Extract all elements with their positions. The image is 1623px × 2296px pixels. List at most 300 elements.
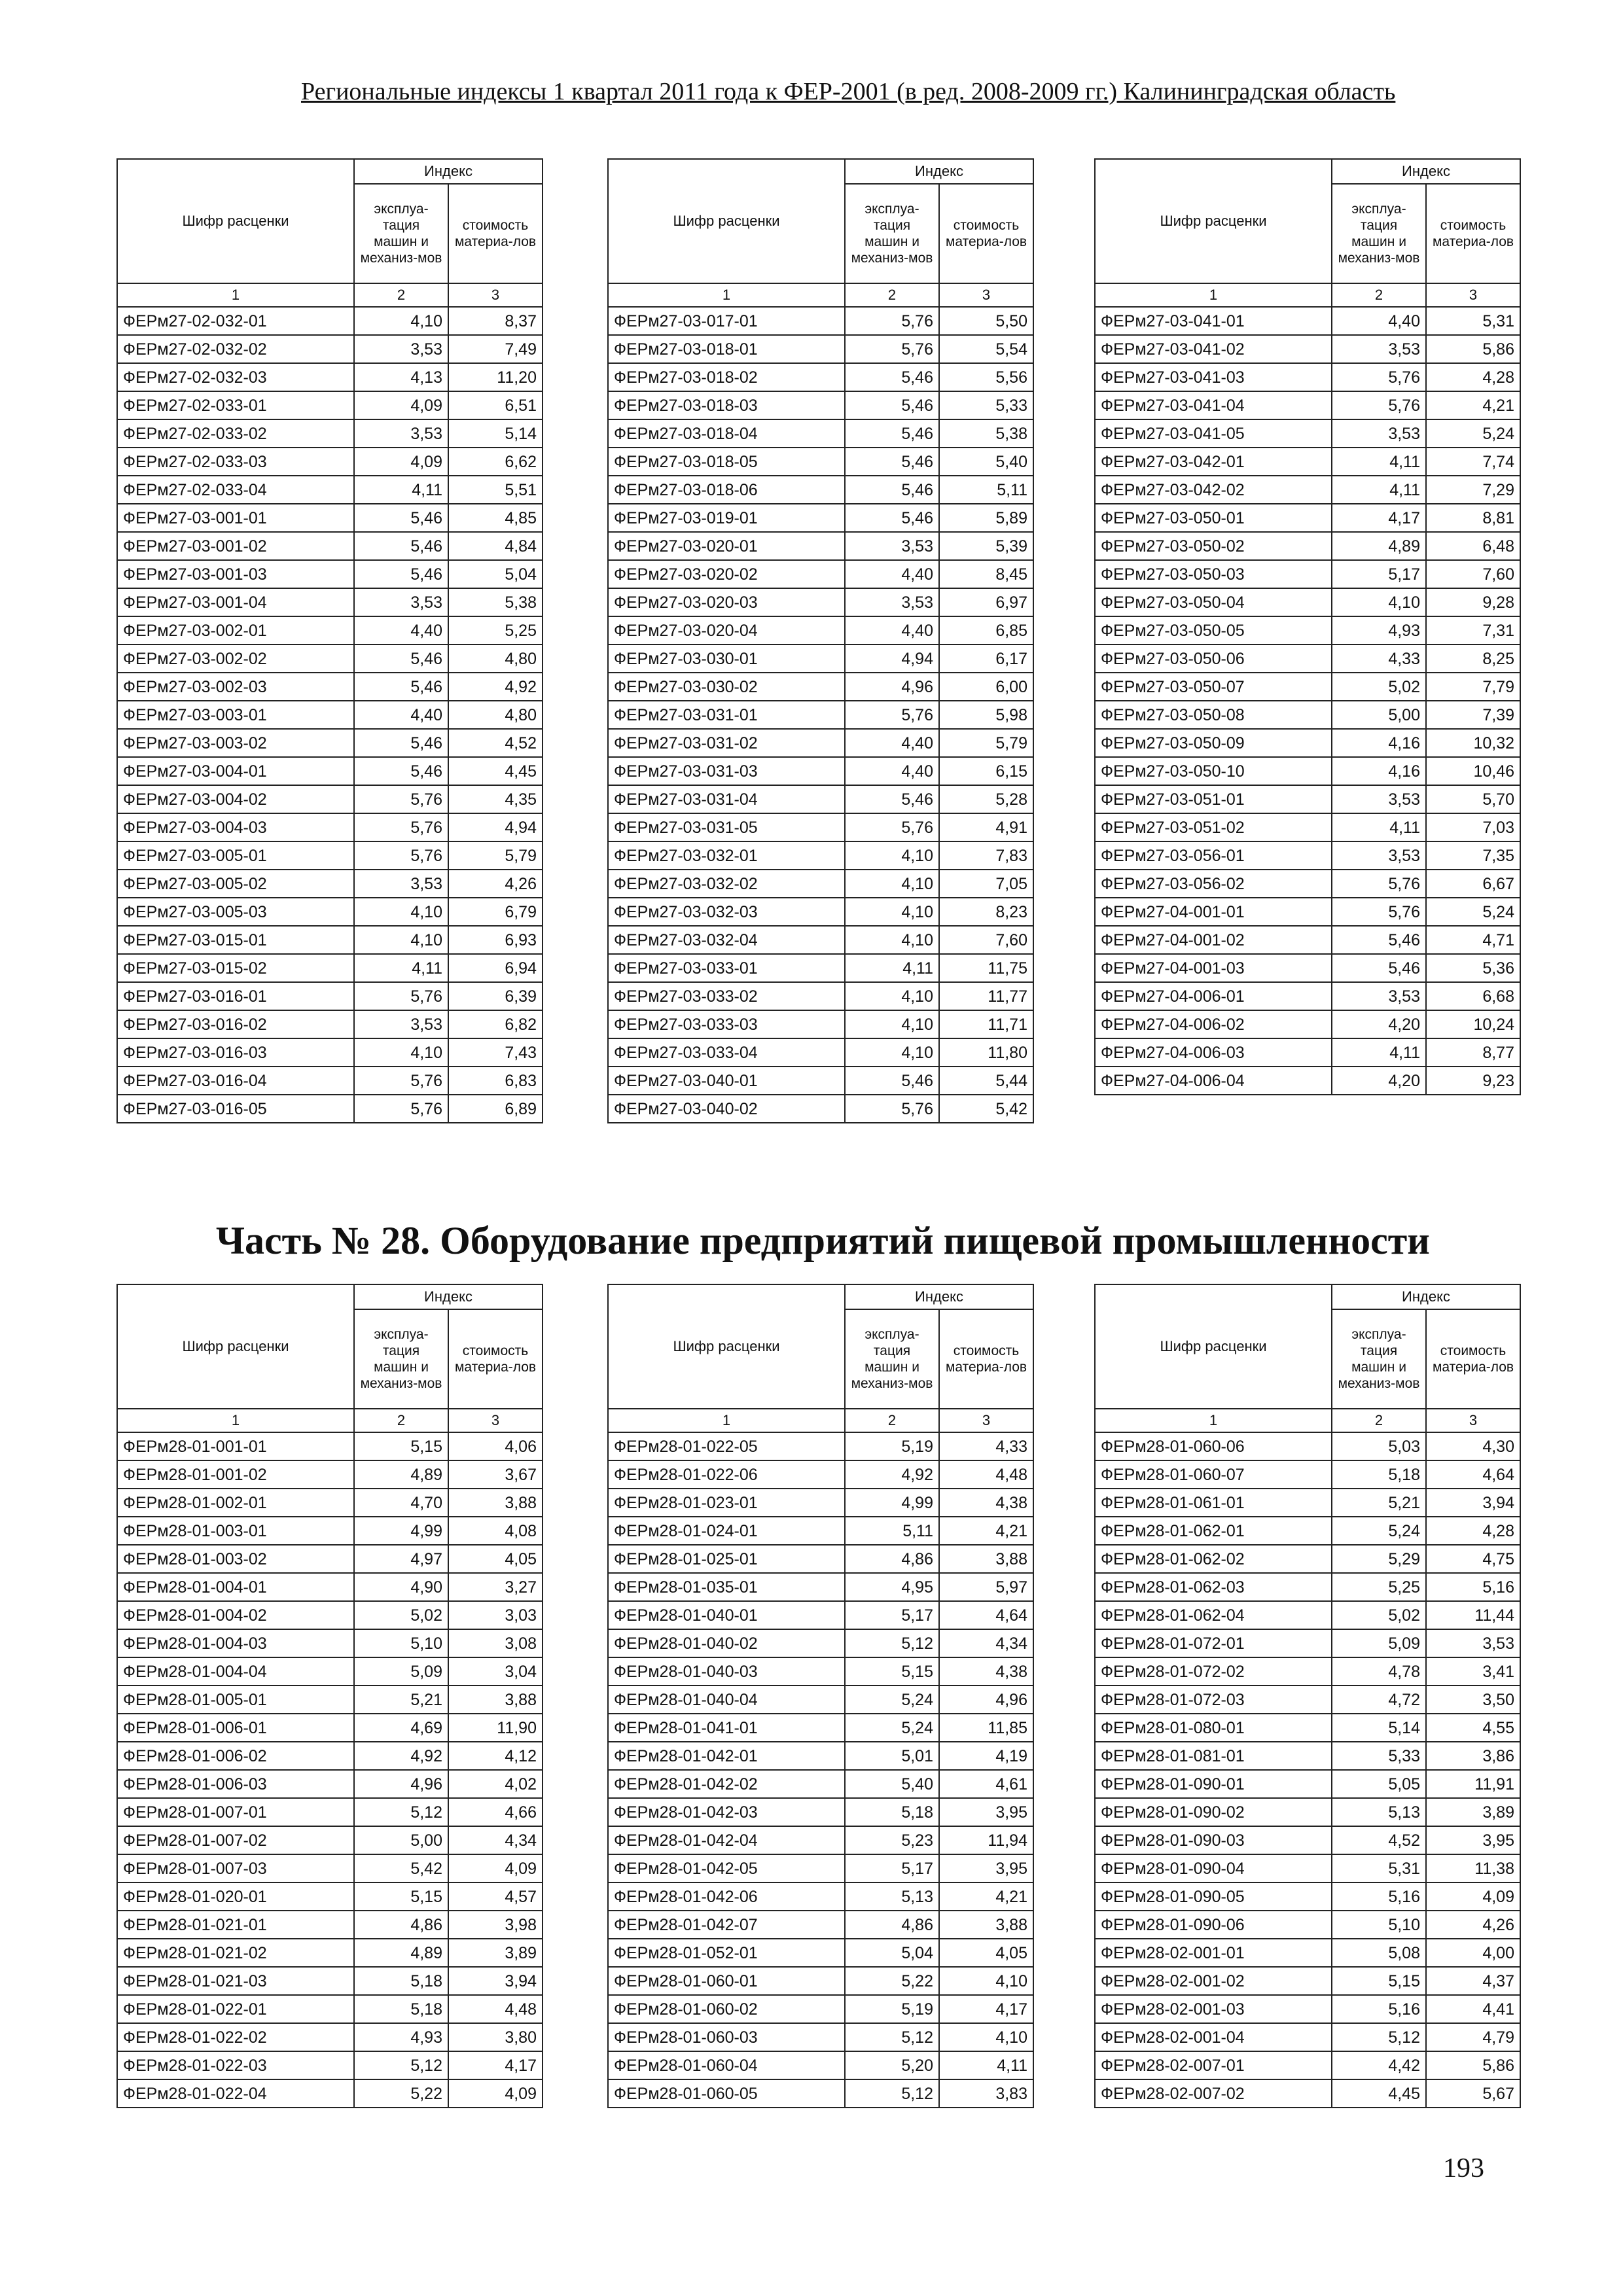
materials-column-header: стоимость материа-лов bbox=[448, 1309, 543, 1409]
table-row bbox=[608, 1460, 1033, 1489]
rate-code-cell: ФЕРм28-02-001-02 bbox=[1095, 1967, 1332, 1995]
table-row bbox=[1095, 757, 1520, 785]
table-row bbox=[608, 1714, 1033, 1742]
materials-index-cell: 10,32 bbox=[1426, 729, 1520, 757]
rate-code-cell: ФЕРм27-03-004-01 bbox=[117, 757, 354, 785]
table-row bbox=[608, 1067, 1033, 1095]
rate-code-cell: ФЕРм27-03-056-01 bbox=[1095, 841, 1332, 870]
rate-code-cell: ФЕРм28-01-007-02 bbox=[117, 1826, 354, 1854]
materials-index-cell: 10,46 bbox=[1426, 757, 1520, 785]
table-row bbox=[117, 588, 543, 616]
rate-code-cell: ФЕРм27-02-032-01 bbox=[117, 307, 354, 335]
materials-index-cell: 11,90 bbox=[448, 1714, 543, 1742]
table-row bbox=[117, 870, 543, 898]
materials-index-cell: 4,02 bbox=[448, 1770, 543, 1798]
materials-index-cell: 6,62 bbox=[448, 448, 543, 476]
materials-index-cell: 11,94 bbox=[939, 1826, 1033, 1854]
machines-index-cell: 4,09 bbox=[354, 391, 448, 419]
rate-code-cell: ФЕРм28-01-035-01 bbox=[608, 1573, 845, 1601]
materials-index-cell: 6,83 bbox=[448, 1067, 543, 1095]
materials-index-cell: 7,05 bbox=[939, 870, 1033, 898]
machines-column-header: эксплуа-тация машин и механиз-мов bbox=[845, 184, 939, 283]
page-header: Региональные индексы 1 квартал 2011 года к ФЕР-2001 (в ред. 2008-2009 гг.) Калининградская область bbox=[301, 78, 1396, 105]
table-row bbox=[608, 898, 1033, 926]
index-group-header: Индекс bbox=[354, 1284, 543, 1309]
machines-index-cell: 4,13 bbox=[354, 363, 448, 391]
machines-index-cell: 5,19 bbox=[845, 1995, 939, 2023]
machines-index-cell: 5,08 bbox=[1332, 1939, 1426, 1967]
header-row bbox=[117, 1284, 543, 1309]
rate-code-cell: ФЕРм27-03-018-04 bbox=[608, 419, 845, 448]
rate-code-cell: ФЕРм27-04-001-02 bbox=[1095, 926, 1332, 954]
table-row bbox=[117, 1517, 543, 1545]
table-row bbox=[608, 1854, 1033, 1882]
rate-code-cell: ФЕРм28-02-001-01 bbox=[1095, 1939, 1332, 1967]
materials-index-cell: 8,45 bbox=[939, 560, 1033, 588]
machines-index-cell: 5,46 bbox=[845, 391, 939, 419]
materials-index-cell: 3,67 bbox=[448, 1460, 543, 1489]
rate-code-cell: ФЕРм28-01-040-02 bbox=[608, 1629, 845, 1657]
table-row bbox=[608, 729, 1033, 757]
materials-index-cell: 4,37 bbox=[1426, 1967, 1520, 1995]
rate-code-cell: ФЕРм28-01-052-01 bbox=[608, 1939, 845, 1967]
rate-code-cell: ФЕРм27-04-001-01 bbox=[1095, 898, 1332, 926]
machines-index-cell: 5,16 bbox=[1332, 1882, 1426, 1911]
table-row bbox=[608, 757, 1033, 785]
table-row bbox=[117, 1601, 543, 1629]
table-row bbox=[608, 1798, 1033, 1826]
column-number: 2 bbox=[845, 1409, 939, 1432]
materials-index-cell: 3,88 bbox=[448, 1686, 543, 1714]
index-group-header: Индекс bbox=[845, 159, 1033, 184]
table-row bbox=[608, 870, 1033, 898]
materials-index-cell: 4,41 bbox=[1426, 1995, 1520, 2023]
rate-code-cell: ФЕРм27-04-006-02 bbox=[1095, 1010, 1332, 1038]
machines-index-cell: 5,46 bbox=[845, 419, 939, 448]
machines-index-cell: 4,10 bbox=[1332, 588, 1426, 616]
rate-code-cell: ФЕРм28-01-061-01 bbox=[1095, 1489, 1332, 1517]
rate-code-cell: ФЕРм27-03-018-03 bbox=[608, 391, 845, 419]
materials-index-cell: 7,60 bbox=[939, 926, 1033, 954]
materials-index-cell: 4,30 bbox=[1426, 1432, 1520, 1460]
machines-column-header: эксплуа-тация машин и механиз-мов bbox=[845, 1309, 939, 1409]
table-row bbox=[117, 1010, 543, 1038]
rate-code-cell: ФЕРм27-04-001-03 bbox=[1095, 954, 1332, 982]
materials-index-cell: 4,21 bbox=[939, 1517, 1033, 1545]
machines-index-cell: 5,03 bbox=[1332, 1432, 1426, 1460]
rate-code-cell: ФЕРм28-01-040-03 bbox=[608, 1657, 845, 1686]
machines-index-cell: 4,86 bbox=[354, 1911, 448, 1939]
rate-code-cell: ФЕРм27-03-050-07 bbox=[1095, 673, 1332, 701]
materials-index-cell: 3,95 bbox=[939, 1798, 1033, 1826]
materials-index-cell: 6,48 bbox=[1426, 532, 1520, 560]
rate-code-cell: ФЕРм28-01-042-07 bbox=[608, 1911, 845, 1939]
materials-index-cell: 3,50 bbox=[1426, 1686, 1520, 1714]
table-row bbox=[1095, 645, 1520, 673]
table-row bbox=[608, 926, 1033, 954]
materials-index-cell: 9,23 bbox=[1426, 1067, 1520, 1095]
materials-index-cell: 7,74 bbox=[1426, 448, 1520, 476]
machines-index-cell: 5,46 bbox=[354, 673, 448, 701]
rate-code-cell: ФЕРм27-03-041-03 bbox=[1095, 363, 1332, 391]
machines-index-cell: 4,93 bbox=[354, 2023, 448, 2051]
machines-index-cell: 5,10 bbox=[1332, 1911, 1426, 1939]
machines-index-cell: 4,33 bbox=[1332, 645, 1426, 673]
materials-index-cell: 5,86 bbox=[1426, 335, 1520, 363]
table-row bbox=[117, 419, 543, 448]
machines-index-cell: 4,16 bbox=[1332, 757, 1426, 785]
materials-index-cell: 5,24 bbox=[1426, 898, 1520, 926]
materials-index-cell: 3,83 bbox=[939, 2079, 1033, 2108]
rate-code-cell: ФЕРм28-01-041-01 bbox=[608, 1714, 845, 1742]
machines-index-cell: 4,40 bbox=[845, 729, 939, 757]
materials-index-cell: 5,79 bbox=[939, 729, 1033, 757]
rate-code-cell: ФЕРм27-03-042-01 bbox=[1095, 448, 1332, 476]
table-row bbox=[608, 448, 1033, 476]
column-number: 1 bbox=[117, 1409, 354, 1432]
table-row bbox=[117, 1882, 543, 1911]
materials-index-cell: 4,05 bbox=[448, 1545, 543, 1573]
table-row bbox=[608, 363, 1033, 391]
machines-index-cell: 5,13 bbox=[1332, 1798, 1426, 1826]
table-row bbox=[608, 785, 1033, 813]
rate-code-cell: ФЕРм27-03-016-05 bbox=[117, 1095, 354, 1123]
table-row bbox=[117, 1995, 543, 2023]
rate-code-cell: ФЕРм27-03-030-02 bbox=[608, 673, 845, 701]
rate-code-cell: ФЕРм28-01-060-02 bbox=[608, 1995, 845, 2023]
materials-index-cell: 4,34 bbox=[939, 1629, 1033, 1657]
table-row bbox=[117, 982, 543, 1010]
machines-index-cell: 5,12 bbox=[845, 1629, 939, 1657]
materials-index-cell: 4,10 bbox=[939, 2023, 1033, 2051]
rate-code-cell: ФЕРм28-02-007-02 bbox=[1095, 2079, 1332, 2108]
materials-index-cell: 3,88 bbox=[939, 1545, 1033, 1573]
column-number: 3 bbox=[1426, 283, 1520, 307]
materials-index-cell: 4,52 bbox=[448, 729, 543, 757]
table-row bbox=[608, 1939, 1033, 1967]
materials-index-cell: 3,94 bbox=[448, 1967, 543, 1995]
machines-index-cell: 5,18 bbox=[354, 1995, 448, 2023]
table-row bbox=[117, 1911, 543, 1939]
rate-code-cell: ФЕРм28-01-081-01 bbox=[1095, 1742, 1332, 1770]
rate-code-cell: ФЕРм28-01-003-02 bbox=[117, 1545, 354, 1573]
rate-code-cell: ФЕРм27-03-050-10 bbox=[1095, 757, 1332, 785]
materials-index-cell: 5,25 bbox=[448, 616, 543, 645]
code-column-header: Шифр расценки bbox=[1095, 1284, 1332, 1409]
machines-index-cell: 4,10 bbox=[354, 898, 448, 926]
code-column-header: Шифр расценки bbox=[117, 159, 354, 283]
table-row bbox=[1095, 1854, 1520, 1882]
materials-index-cell: 11,20 bbox=[448, 363, 543, 391]
materials-index-cell: 4,55 bbox=[1426, 1714, 1520, 1742]
table-row bbox=[608, 701, 1033, 729]
materials-index-cell: 4,05 bbox=[939, 1939, 1033, 1967]
materials-index-cell: 7,60 bbox=[1426, 560, 1520, 588]
rate-code-cell: ФЕРм27-03-020-01 bbox=[608, 532, 845, 560]
rate-code-cell: ФЕРм28-01-060-05 bbox=[608, 2079, 845, 2108]
machines-index-cell: 5,12 bbox=[1332, 2023, 1426, 2051]
machines-column-header: эксплуа-тация машин и механиз-мов bbox=[354, 1309, 448, 1409]
machines-index-cell: 3,53 bbox=[1332, 335, 1426, 363]
materials-index-cell: 11,77 bbox=[939, 982, 1033, 1010]
materials-index-cell: 4,21 bbox=[939, 1882, 1033, 1911]
rate-code-cell: ФЕРм27-03-033-02 bbox=[608, 982, 845, 1010]
table-row bbox=[117, 335, 543, 363]
rate-code-cell: ФЕРм27-03-004-03 bbox=[117, 813, 354, 841]
machines-index-cell: 5,46 bbox=[845, 476, 939, 504]
rate-code-cell: ФЕРм28-01-024-01 bbox=[608, 1517, 845, 1545]
table-row bbox=[608, 813, 1033, 841]
materials-index-cell: 4,64 bbox=[1426, 1460, 1520, 1489]
rate-code-cell: ФЕРм27-03-056-02 bbox=[1095, 870, 1332, 898]
table-row bbox=[608, 1432, 1033, 1460]
table-row bbox=[608, 504, 1033, 532]
table-row bbox=[117, 1573, 543, 1601]
table-row bbox=[1095, 1798, 1520, 1826]
machines-index-cell: 4,86 bbox=[845, 1911, 939, 1939]
column-number-row bbox=[1095, 283, 1520, 307]
materials-index-cell: 10,24 bbox=[1426, 1010, 1520, 1038]
materials-index-cell: 8,25 bbox=[1426, 645, 1520, 673]
materials-index-cell: 7,03 bbox=[1426, 813, 1520, 841]
machines-index-cell: 4,93 bbox=[1332, 616, 1426, 645]
machines-index-cell: 5,12 bbox=[354, 2051, 448, 2079]
column-number-row bbox=[608, 1409, 1033, 1432]
materials-index-cell: 3,08 bbox=[448, 1629, 543, 1657]
materials-index-cell: 3,86 bbox=[1426, 1742, 1520, 1770]
column-number: 3 bbox=[448, 283, 543, 307]
rate-code-cell: ФЕРм27-03-016-02 bbox=[117, 1010, 354, 1038]
rate-code-cell: ФЕРм28-01-006-02 bbox=[117, 1742, 354, 1770]
table-row bbox=[117, 616, 543, 645]
materials-index-cell: 5,40 bbox=[939, 448, 1033, 476]
column-number: 2 bbox=[354, 283, 448, 307]
machines-index-cell: 4,11 bbox=[354, 476, 448, 504]
table-row bbox=[1095, 1545, 1520, 1573]
table-row bbox=[117, 1967, 543, 1995]
machines-index-cell: 4,95 bbox=[845, 1573, 939, 1601]
table-row bbox=[1095, 1601, 1520, 1629]
rate-code-cell: ФЕРм28-01-060-07 bbox=[1095, 1460, 1332, 1489]
rate-code-cell: ФЕРм28-01-090-06 bbox=[1095, 1911, 1332, 1939]
column-number: 1 bbox=[117, 283, 354, 307]
machines-index-cell: 5,15 bbox=[1332, 1967, 1426, 1995]
materials-index-cell: 8,37 bbox=[448, 307, 543, 335]
rate-code-cell: ФЕРм28-01-040-04 bbox=[608, 1686, 845, 1714]
machines-index-cell: 5,76 bbox=[354, 813, 448, 841]
machines-index-cell: 5,25 bbox=[1332, 1573, 1426, 1601]
table-row bbox=[1095, 898, 1520, 926]
machines-column-header: эксплуа-тация машин и механиз-мов bbox=[354, 184, 448, 283]
rate-code-cell: ФЕРм27-03-033-04 bbox=[608, 1038, 845, 1067]
materials-index-cell: 4,80 bbox=[448, 645, 543, 673]
table-row bbox=[117, 307, 543, 335]
machines-index-cell: 5,20 bbox=[845, 2051, 939, 2079]
machines-index-cell: 4,10 bbox=[845, 982, 939, 1010]
rate-code-cell: ФЕРм27-03-001-04 bbox=[117, 588, 354, 616]
machines-index-cell: 5,76 bbox=[1332, 898, 1426, 926]
table-row bbox=[1095, 504, 1520, 532]
table-row bbox=[1095, 1067, 1520, 1095]
rate-code-cell: ФЕРм27-03-005-01 bbox=[117, 841, 354, 870]
machines-index-cell: 5,76 bbox=[1332, 870, 1426, 898]
table-row bbox=[608, 307, 1033, 335]
index-table-3 bbox=[1094, 158, 1521, 1095]
rate-code-cell: ФЕРм27-03-001-03 bbox=[117, 560, 354, 588]
table-row bbox=[1095, 1967, 1520, 1995]
table-row bbox=[1095, 729, 1520, 757]
rate-code-cell: ФЕРм28-01-021-02 bbox=[117, 1939, 354, 1967]
machines-index-cell: 5,46 bbox=[354, 532, 448, 560]
rate-code-cell: ФЕРм28-01-062-04 bbox=[1095, 1601, 1332, 1629]
rate-code-cell: ФЕРм28-01-090-01 bbox=[1095, 1770, 1332, 1798]
code-column-header: Шифр расценки bbox=[1095, 159, 1332, 283]
table-row bbox=[117, 2023, 543, 2051]
machines-index-cell: 5,02 bbox=[354, 1601, 448, 1629]
materials-index-cell: 7,39 bbox=[1426, 701, 1520, 729]
rate-code-cell: ФЕРм28-01-090-05 bbox=[1095, 1882, 1332, 1911]
part-title: Часть № 28. Оборудование предприятий пищевой промышленности bbox=[216, 1219, 1430, 1262]
table-row bbox=[608, 419, 1033, 448]
rate-code-cell: ФЕРм28-01-042-01 bbox=[608, 1742, 845, 1770]
materials-index-cell: 7,79 bbox=[1426, 673, 1520, 701]
machines-index-cell: 4,10 bbox=[845, 870, 939, 898]
machines-index-cell: 4,10 bbox=[845, 1010, 939, 1038]
machines-index-cell: 4,16 bbox=[1332, 729, 1426, 757]
materials-index-cell: 5,24 bbox=[1426, 419, 1520, 448]
machines-index-cell: 3,53 bbox=[354, 588, 448, 616]
machines-index-cell: 4,11 bbox=[1332, 813, 1426, 841]
materials-index-cell: 11,91 bbox=[1426, 1770, 1520, 1798]
materials-index-cell: 5,50 bbox=[939, 307, 1033, 335]
index-table-5 bbox=[607, 1284, 1034, 2108]
index-group-header: Индекс bbox=[354, 159, 543, 184]
machines-index-cell: 4,11 bbox=[845, 954, 939, 982]
table-row bbox=[117, 1460, 543, 1489]
materials-index-cell: 11,71 bbox=[939, 1010, 1033, 1038]
code-column-header: Шифр расценки bbox=[117, 1284, 354, 1409]
column-number-row bbox=[1095, 1409, 1520, 1432]
table-row bbox=[608, 645, 1033, 673]
rate-code-cell: ФЕРм27-03-042-02 bbox=[1095, 476, 1332, 504]
materials-index-cell: 6,82 bbox=[448, 1010, 543, 1038]
machines-index-cell: 5,46 bbox=[845, 448, 939, 476]
rate-code-cell: ФЕРм27-04-006-04 bbox=[1095, 1067, 1332, 1095]
rate-code-cell: ФЕРм28-01-022-04 bbox=[117, 2079, 354, 2108]
machines-index-cell: 5,76 bbox=[354, 982, 448, 1010]
materials-index-cell: 4,38 bbox=[939, 1657, 1033, 1686]
machines-index-cell: 3,53 bbox=[845, 588, 939, 616]
rate-code-cell: ФЕРм27-03-050-03 bbox=[1095, 560, 1332, 588]
materials-index-cell: 5,36 bbox=[1426, 954, 1520, 982]
rate-code-cell: ФЕРм27-03-016-01 bbox=[117, 982, 354, 1010]
rate-code-cell: ФЕРм28-01-021-01 bbox=[117, 1911, 354, 1939]
materials-index-cell: 11,75 bbox=[939, 954, 1033, 982]
table-row bbox=[117, 1714, 543, 1742]
rate-code-cell: ФЕРм28-01-006-01 bbox=[117, 1714, 354, 1742]
rate-code-cell: ФЕРм28-01-003-01 bbox=[117, 1517, 354, 1545]
table-row bbox=[1095, 419, 1520, 448]
rate-code-cell: ФЕРм27-03-031-04 bbox=[608, 785, 845, 813]
machines-index-cell: 4,89 bbox=[354, 1939, 448, 1967]
machines-index-cell: 4,97 bbox=[354, 1545, 448, 1573]
table-row bbox=[608, 2023, 1033, 2051]
machines-index-cell: 4,40 bbox=[845, 560, 939, 588]
table-row bbox=[1095, 926, 1520, 954]
table-row bbox=[608, 841, 1033, 870]
rate-code-cell: ФЕРм27-03-017-01 bbox=[608, 307, 845, 335]
rate-code-cell: ФЕРм28-02-007-01 bbox=[1095, 2051, 1332, 2079]
machines-index-cell: 5,46 bbox=[354, 645, 448, 673]
rate-code-cell: ФЕРм28-01-042-04 bbox=[608, 1826, 845, 1854]
materials-index-cell: 4,11 bbox=[939, 2051, 1033, 2079]
rate-code-cell: ФЕРм27-03-005-02 bbox=[117, 870, 354, 898]
materials-index-cell: 4,91 bbox=[939, 813, 1033, 841]
column-number: 3 bbox=[1426, 1409, 1520, 1432]
rate-code-cell: ФЕРм27-03-032-03 bbox=[608, 898, 845, 926]
table-row bbox=[117, 532, 543, 560]
machines-index-cell: 4,52 bbox=[1332, 1826, 1426, 1854]
machines-index-cell: 4,70 bbox=[354, 1489, 448, 1517]
machines-index-cell: 4,10 bbox=[845, 1038, 939, 1067]
materials-index-cell: 3,89 bbox=[1426, 1798, 1520, 1826]
table-row bbox=[1095, 673, 1520, 701]
column-number: 1 bbox=[1095, 1409, 1332, 1432]
materials-index-cell: 4,92 bbox=[448, 673, 543, 701]
rate-code-cell: ФЕРм27-02-033-01 bbox=[117, 391, 354, 419]
rate-code-cell: ФЕРм27-02-033-04 bbox=[117, 476, 354, 504]
table-row bbox=[1095, 1882, 1520, 1911]
materials-index-cell: 11,85 bbox=[939, 1714, 1033, 1742]
machines-index-cell: 5,09 bbox=[354, 1657, 448, 1686]
machines-index-cell: 5,46 bbox=[845, 504, 939, 532]
table-row bbox=[117, 1798, 543, 1826]
materials-index-cell: 5,11 bbox=[939, 476, 1033, 504]
materials-index-cell: 6,17 bbox=[939, 645, 1033, 673]
rate-code-cell: ФЕРм28-01-072-01 bbox=[1095, 1629, 1332, 1657]
rate-code-cell: ФЕРм27-03-032-02 bbox=[608, 870, 845, 898]
table-row bbox=[117, 1432, 543, 1460]
machines-index-cell: 4,72 bbox=[1332, 1686, 1426, 1714]
machines-index-cell: 4,10 bbox=[354, 1038, 448, 1067]
table-row bbox=[117, 1854, 543, 1882]
table-row bbox=[117, 757, 543, 785]
materials-index-cell: 6,89 bbox=[448, 1095, 543, 1123]
table-row bbox=[1095, 1657, 1520, 1686]
machines-index-cell: 4,40 bbox=[845, 757, 939, 785]
machines-index-cell: 3,53 bbox=[1332, 841, 1426, 870]
rate-code-cell: ФЕРм27-03-032-04 bbox=[608, 926, 845, 954]
column-number: 3 bbox=[939, 283, 1033, 307]
materials-index-cell: 5,04 bbox=[448, 560, 543, 588]
rate-code-cell: ФЕРм28-01-007-03 bbox=[117, 1854, 354, 1882]
table-row bbox=[608, 1742, 1033, 1770]
rate-code-cell: ФЕРм27-03-041-01 bbox=[1095, 307, 1332, 335]
rate-code-cell: ФЕРм27-03-050-09 bbox=[1095, 729, 1332, 757]
rate-code-cell: ФЕРм27-03-051-01 bbox=[1095, 785, 1332, 813]
materials-index-cell: 4,12 bbox=[448, 1742, 543, 1770]
rate-code-cell: ФЕРм28-01-040-01 bbox=[608, 1601, 845, 1629]
materials-index-cell: 4,38 bbox=[939, 1489, 1033, 1517]
machines-index-cell: 4,40 bbox=[354, 616, 448, 645]
table-row bbox=[608, 1601, 1033, 1629]
rate-code-cell: ФЕРм27-03-020-02 bbox=[608, 560, 845, 588]
rate-code-cell: ФЕРм27-03-018-02 bbox=[608, 363, 845, 391]
machines-column-header: эксплуа-тация машин и механиз-мов bbox=[1332, 184, 1426, 283]
materials-index-cell: 6,39 bbox=[448, 982, 543, 1010]
materials-index-cell: 3,88 bbox=[448, 1489, 543, 1517]
table-row bbox=[1095, 1911, 1520, 1939]
